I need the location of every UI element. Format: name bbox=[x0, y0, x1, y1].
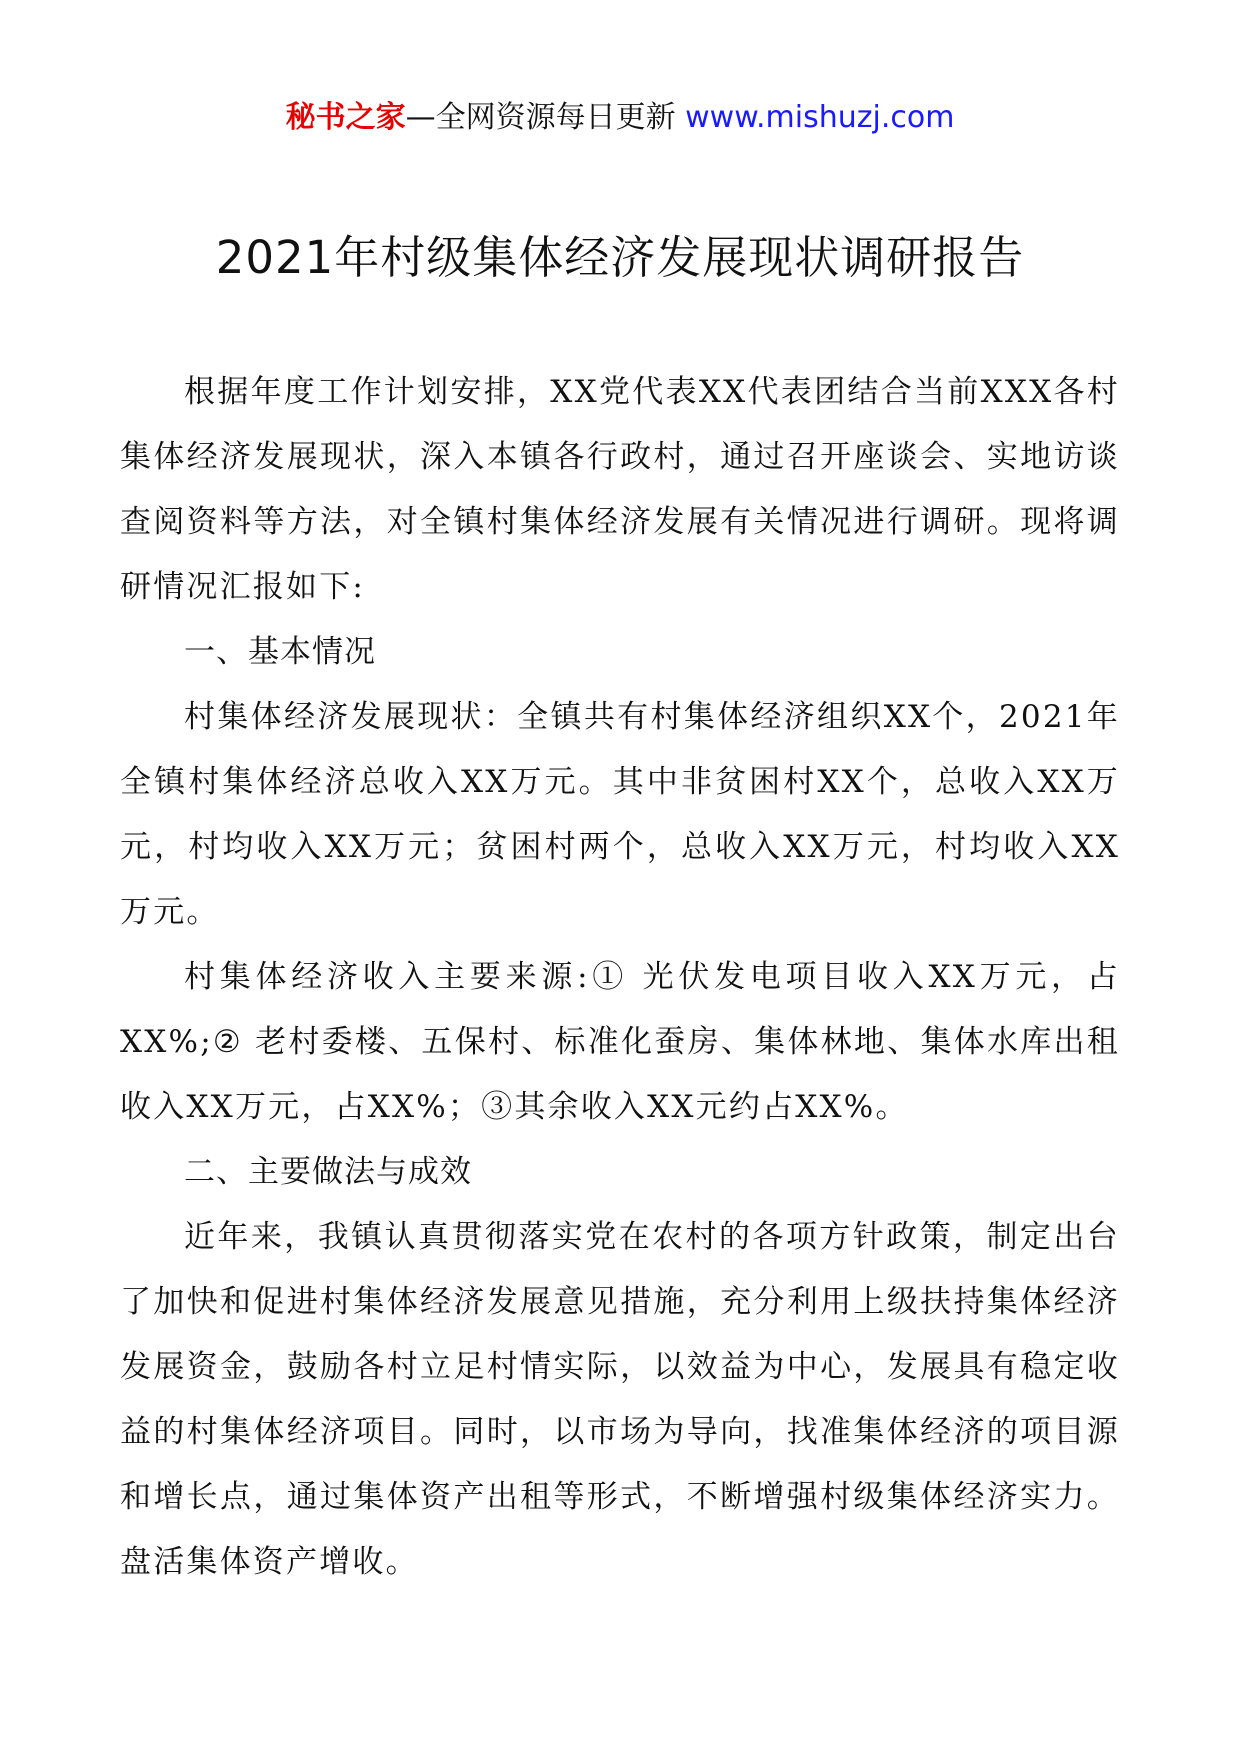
paragraph-income-sources: 村集体经济收入主要来源:① 光伏发电项目收入XX万元，占XX%;② 老村委楼、五保村、标准化蚕房、集体林地、集体水库出租收入XX万元，占XX%；③其余收入XX元约占XX%。 bbox=[120, 959, 1120, 1125]
section-heading-practices-results: 二、主要做法与成效 bbox=[184, 1154, 472, 1190]
intro-paragraph: 根据年度工作计划安排，XX党代表XX代表团结合当前XXX各村集体经济发展现状，深入本镇各行政村，通过召开座谈会、实地访谈查阅资料等方法，对全镇村集体经济发展有关情况进行调研。现将调研情况汇报如下: bbox=[120, 374, 1120, 605]
document-body bbox=[120, 360, 1120, 1595]
header-tagline: —全网资源每日更新 bbox=[405, 100, 686, 135]
site-header bbox=[0, 98, 1240, 138]
paragraph-practices: 近年来，我镇认真贯彻落实党在农村的各项方针政策，制定出台了加快和促进村集体经济发展意见措施，充分利用上级扶持集体经济发展资金，鼓励各村立足村情实际，以效益为中心，发展具有稳定收益的村集体经济项目。同时，以市场为导向，找准集体经济的项目源和增长点，通过集体资产出租等形式，不断增强村级集体经济实力。盘活集体资产增收。 bbox=[120, 1219, 1120, 1580]
brand-name: 秘书之家 bbox=[285, 100, 406, 135]
paragraph-economic-status: 村集体经济发展现状：全镇共有村集体经济组织XX个，2021年全镇村集体经济总收入XX万元。其中非贫困村XX个，总收入XX万元，村均收入XX万元；贫困村两个，总收入XX万元，村均收入XX万元。 bbox=[120, 699, 1120, 930]
section-heading-basic-situation: 一、基本情况 bbox=[184, 634, 376, 670]
site-url-link[interactable]: www.mishuzj.com bbox=[685, 100, 955, 135]
document-title: 2021年村级集体经济发展现状调研报告 bbox=[215, 231, 1025, 284]
